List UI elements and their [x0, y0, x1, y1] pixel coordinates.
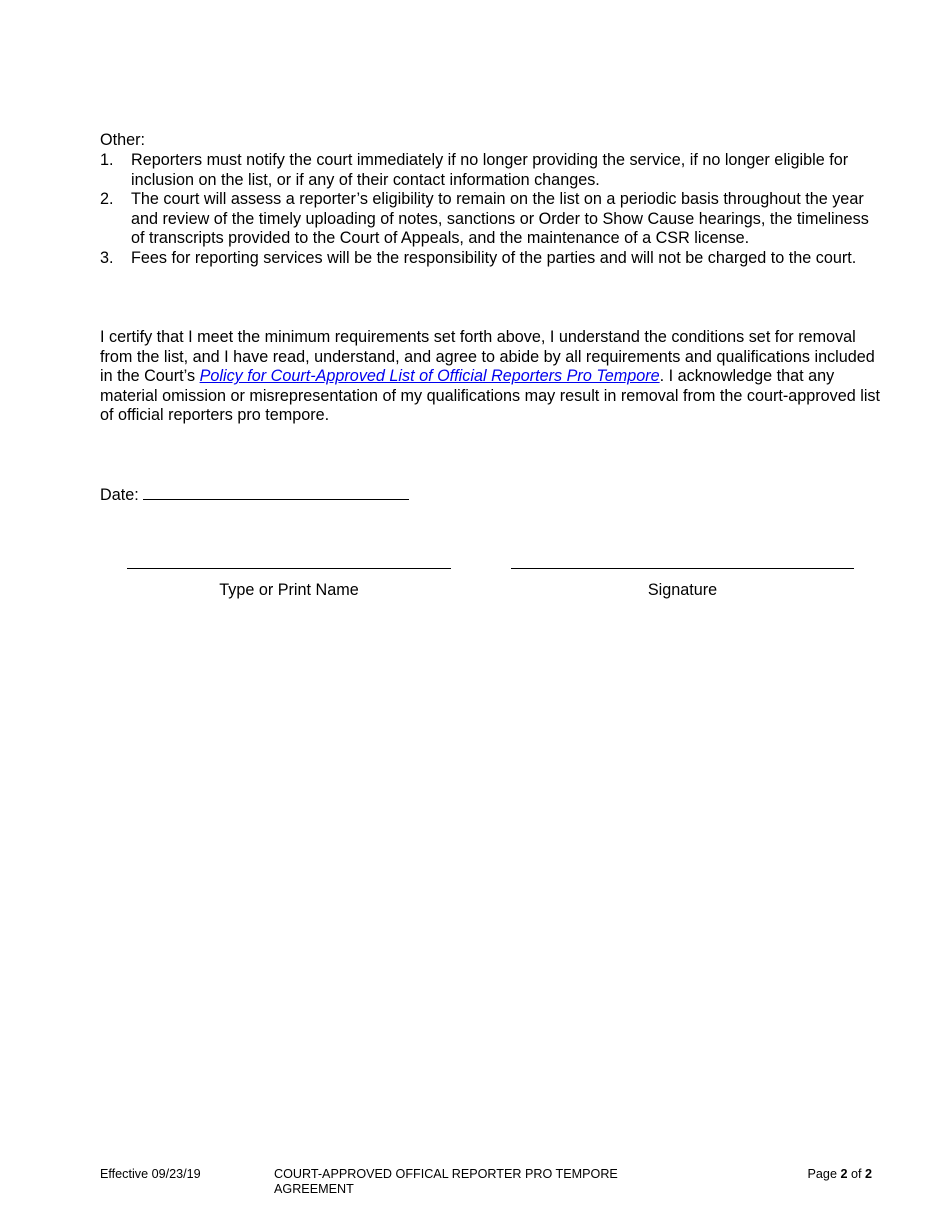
- list-item: [100, 190, 880, 249]
- name-input-line[interactable]: [127, 568, 451, 569]
- list-item-text: Reporters must notify the court immediately if no longer providing the service, if no longer eligible for inclusion on the list, or if any of their contact information changes.: [131, 151, 849, 189]
- list-item-text: The court will assess a reporter’s eligibility to remain on the list on a periodic basis throughout the year and review of the timely uploading of notes, sanctions or Order to Show Cause hearings, the timeliness of transcripts provided to the Court of Appeals, and the maintenance of a CSR license.: [131, 190, 869, 248]
- page-prefix: Page: [807, 1167, 837, 1181]
- footer-page-number: [780, 1167, 872, 1182]
- name-caption: Type or Print Name: [219, 581, 359, 599]
- date-label: Date:: [100, 486, 139, 504]
- requirements-list: [100, 151, 880, 269]
- page-of: of: [850, 1167, 862, 1181]
- certification-text-end: . I acknowledge that any material omission or misrepresentation of my qualifications may result in removal from the court-approved list of official reporters pro tempore.: [100, 367, 881, 425]
- date-input-line[interactable]: [143, 484, 409, 500]
- list-item-text: Fees for reporting services will be the responsibility of the parties and will not be charged to the court.: [131, 248, 857, 267]
- list-item: [100, 151, 880, 190]
- page-total: 2: [864, 1167, 872, 1181]
- list-item-number: 3.: [100, 248, 114, 267]
- certification-paragraph: [100, 328, 880, 426]
- date-field: [100, 484, 409, 506]
- signature-caption: Signature: [647, 581, 718, 599]
- signature-input-line[interactable]: [511, 568, 854, 569]
- list-item: [100, 249, 880, 269]
- certification-text-start: I certify that I meet the minimum requirements set forth above, I understand the conditions set for removal from the list, and I have read, understand, and agree to abide by all requirements and qualifications included in the Court’s: [100, 328, 875, 386]
- section-heading-other: Other:: [100, 131, 145, 149]
- footer-document-title: COURT-APPROVED OFFICAL REPORTER PRO TEMPORE AGREEMENT: [274, 1167, 618, 1196]
- policy-link[interactable]: Policy for Court-Approved List of Official Reporters Pro Tempore: [199, 367, 660, 386]
- list-item-number: 2.: [100, 190, 114, 209]
- footer-effective-date: Effective 09/23/19: [100, 1167, 201, 1181]
- list-item-number: 1.: [100, 151, 114, 169]
- page-current: 2: [840, 1167, 848, 1181]
